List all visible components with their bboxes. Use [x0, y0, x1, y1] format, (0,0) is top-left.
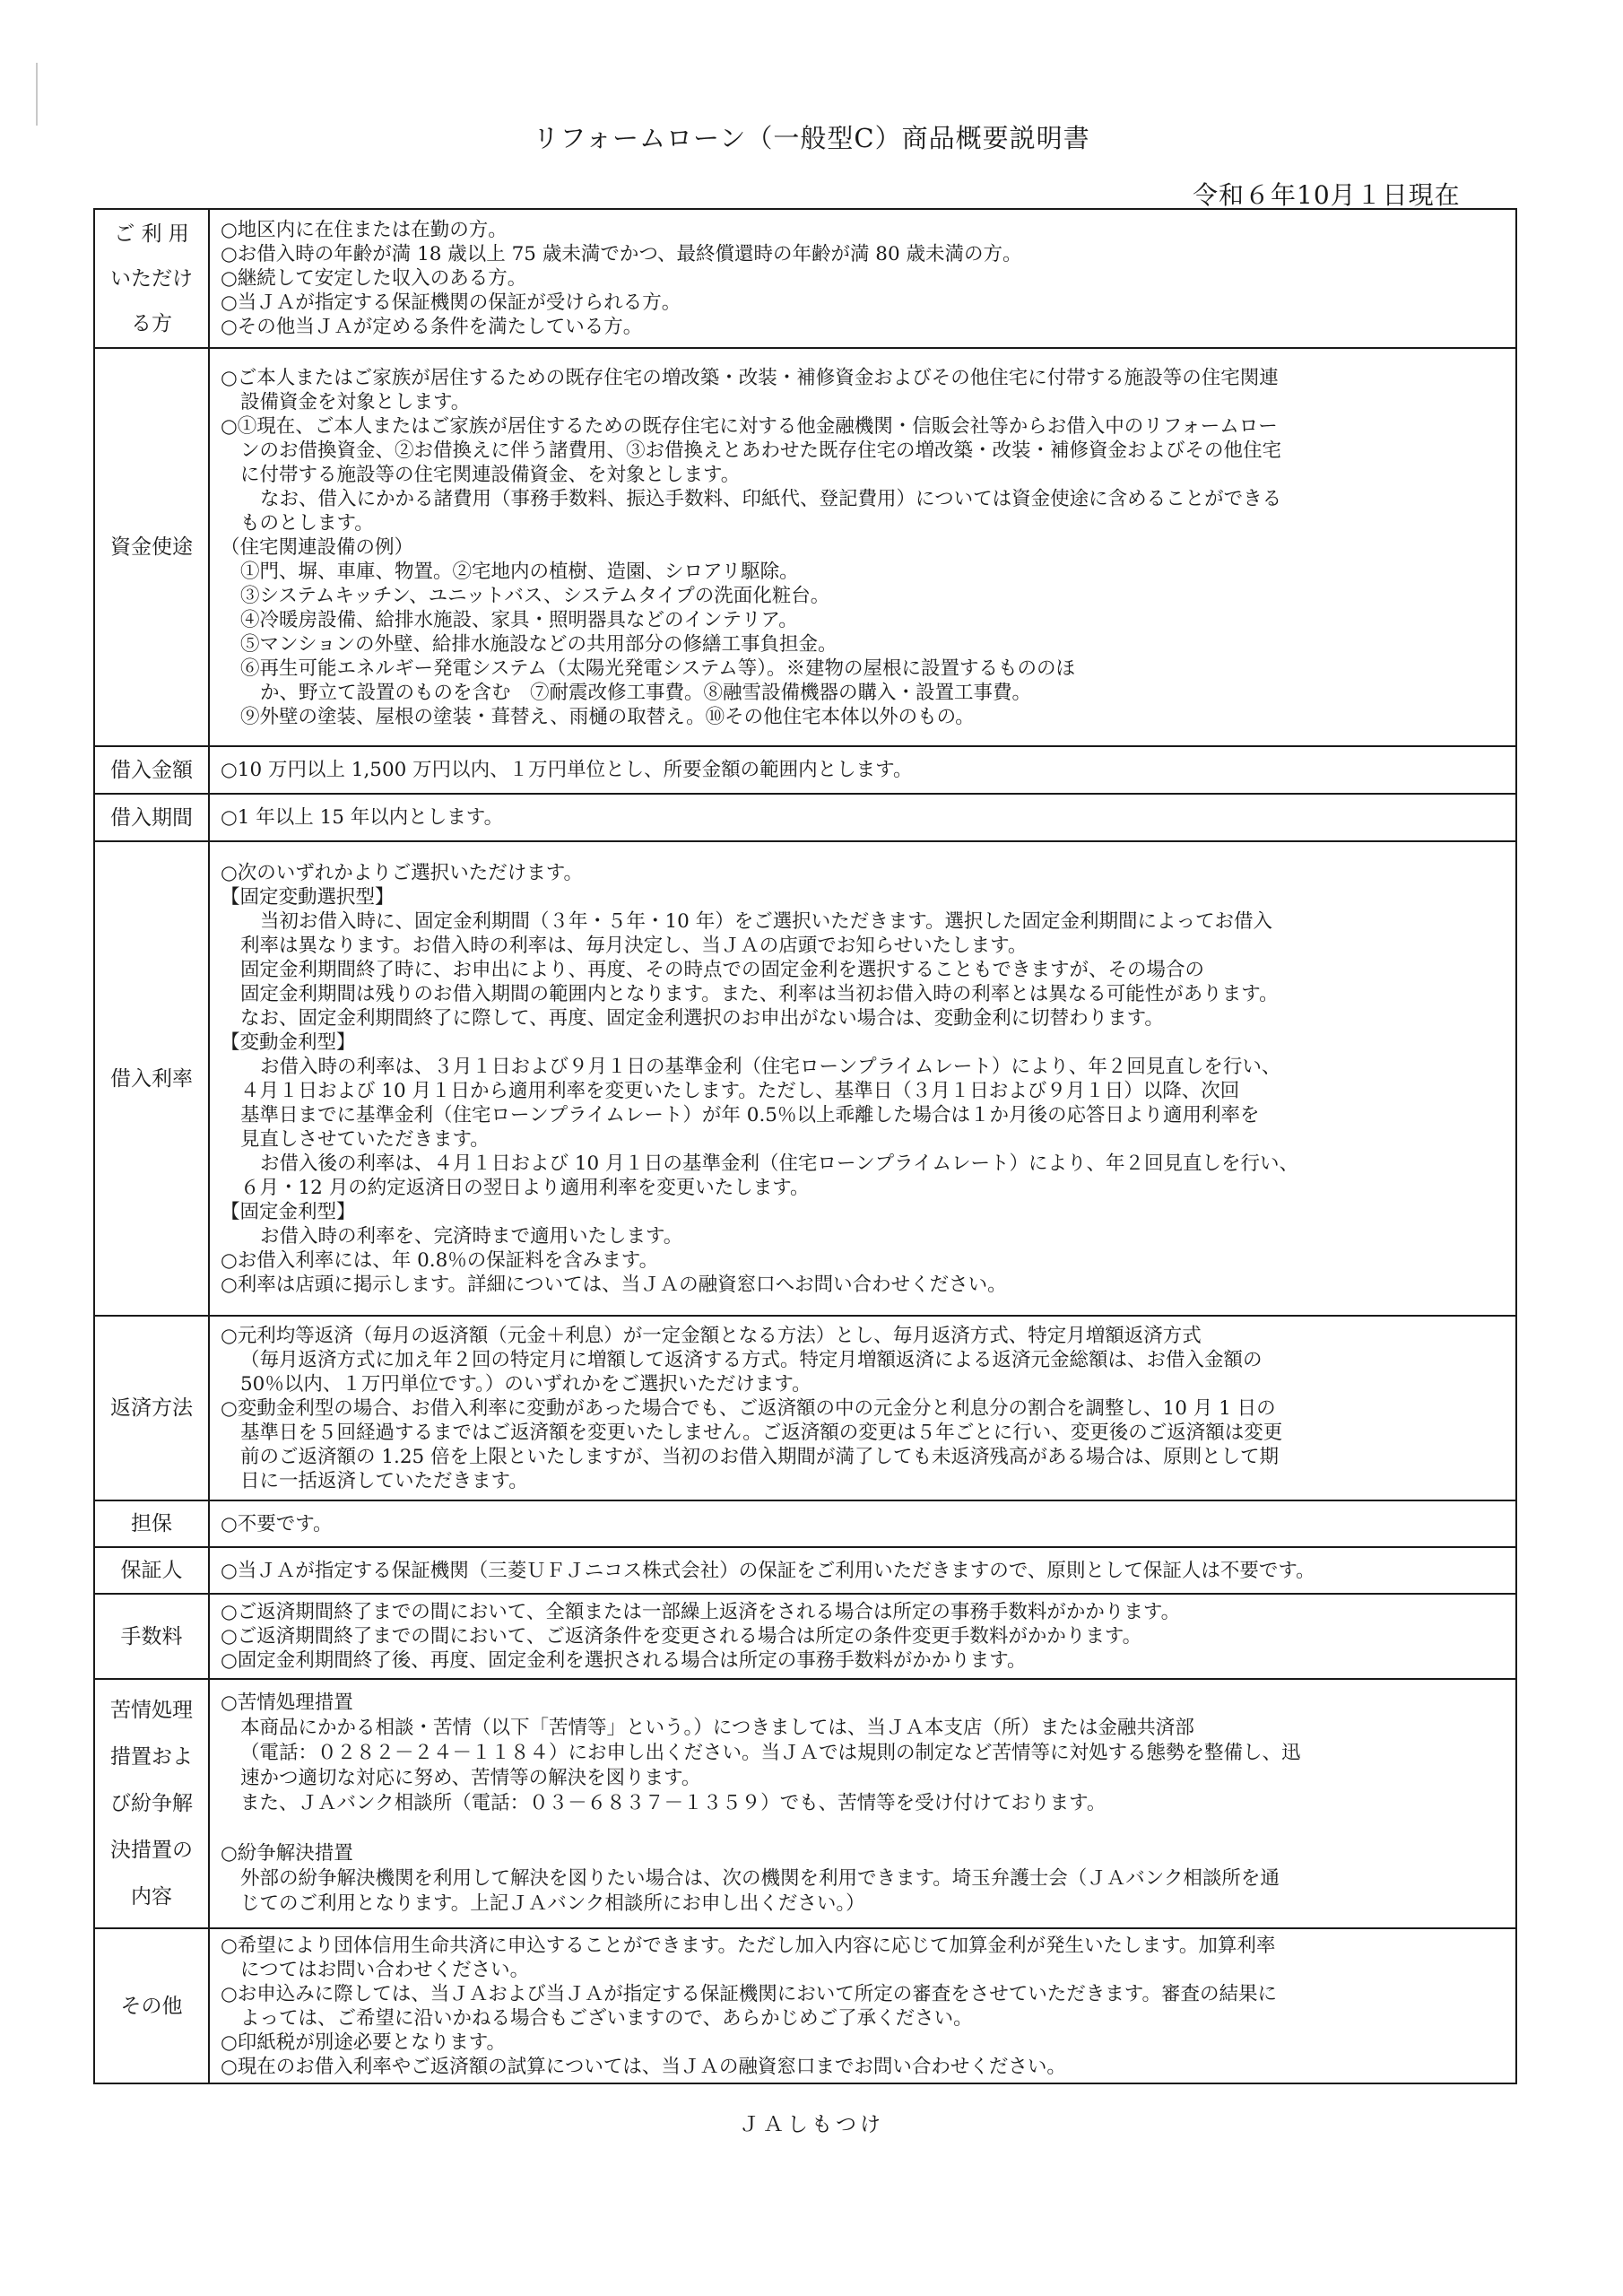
row-collateral	[94, 1500, 1516, 1547]
footer-organization: ＪＡしもつけ	[739, 2113, 884, 2136]
label-other: その他	[94, 1928, 209, 2083]
label-eligibility: ご 利 用 いただけ る方	[94, 209, 209, 348]
document-date: 令和６年10月１日現在	[1193, 180, 1461, 210]
content-use: ○ご本人またはご家族が居住するための既存住宅の増改築・改装・補修資金およびその他住宅に付帯する施設等の住宅関連 設備資金を対象とします。 ○①現在、ご本人またはご家族が居住するための既存住宅に対する他金融機関・信販会社等からお借入中のリフォームロー ンのお借換資金、②お借換えに伴う諸費用、③お借換えとあわせた既存住宅の増改築・改装・補修資金およびその他住宅 に付帯する施設等の住宅関連設備資金、を対象とします。 なお、借入にかかる諸費用（事務手数料、振込手数料、印紙代、登記費用）については資金使途に含めることができる ものとします。 （住宅関連設備の例） ①門、塀、車庫、物置。②宅地内の植樹、造園、シロアリ駆除。 ③システムキッチン、ユニットバス、システムタイプの洗面化粧台。 ④冷暖房設備、給排水施設、家具・照明器具などのインテリア。 ⑤マンションの外壁、給排水施設などの共用部分の修繕工事負担金。 ⑥再生可能エネルギー発電システム（太陽光発電システム等）。※建物の屋根に設置するもののほ か、野立て設置のものを含む ⑦耐震改修工事費。⑧融雪設備機器の購入・設置工事費。 ⑨外壁の塗装、屋根の塗装・葺替え、雨樋の取替え。⑩その他住宅本体以外のもの。	[209, 348, 1516, 746]
content-eligibility: ○地区内に在住または在勤の方。 ○お借入時の年齢が満 18 歳以上 75 歳未満でかつ、最終償還時の年齢が満 80 歳未満の方。 ○継続して安定した収入のある方。 ○当ＪＡが指定する保証機関の保証が受けられる方。 ○その他当ＪＡが定める条件を満たしている方。	[209, 209, 1516, 348]
row-complaints	[94, 1679, 1516, 1928]
row-repayment	[94, 1316, 1516, 1500]
content-other: ○希望により団体信用生命共済に申込することができます。ただし加入内容に応じて加算金利が発生いたします。加算利率 につてはお問い合わせください。 ○お申込みに際しては、当ＪＡおよび当ＪＡが指定する保証機関において所定の審査をさせていただきます。審査の結果に よっては、ご希望に沿いかねる場合もございますので、あらかじめご了承ください。 ○印紙税が別途必要となります。 ○現在のお借入利率やご返済額の試算については、当ＪＡの融資窓口までお問い合わせください。	[209, 1928, 1516, 2083]
scan-mark	[36, 63, 38, 126]
label-repayment: 返済方法	[94, 1316, 209, 1500]
content-fees: ○ご返済期間終了までの間において、全額または一部繰上返済をされる場合は所定の事務手数料がかかります。 ○ご返済期間終了までの間において、ご返済条件を変更される場合は所定の条件変更手数料がかかります。 ○固定金利期間終了後、再度、固定金利を選択される場合は所定の事務手数料がかかります。	[209, 1594, 1516, 1679]
label-period: 借入期間	[94, 794, 209, 841]
content-rate: ○次のいずれかよりご選択いただけます。 【固定変動選択型】 当初お借入時に、固定金利期間（３年・５年・10 年）をご選択いただきます。選択した固定金利期間によってお借入 利率は異なります。お借入時の利率は、毎月決定し、当ＪＡの店頭でお知らせいたします。 固定金利期間終了時に、お申出により、再度、その時点での固定金利を選択することもできますが、その場合の 固定金利期間は残りのお借入期間の範囲内となります。また、利率は当初お借入時の利率とは異なる可能性があります。 なお、固定金利期間終了に際して、再度、固定金利選択のお申出がない場合は、変動金利に切替わります。 【変動金利型】 お借入時の利率は、３月１日および９月１日の基準金利（住宅ローンプライムレート）により、年２回見直しを行い、 ４月１日および 10 月１日から適用利率を変更いたします。ただし、基準日（３月１日および９月１日）以降、次回 基準日までに基準金利（住宅ローンプライムレート）が年 0.5％以上乖離した場合は１か月後の応答日より適用利率を 見直しさせていただきます。 お借入後の利率は、４月１日および 10 月１日の基準金利（住宅ローンプライムレート）により、年２回見直しを行い、 ６月・12 月の約定返済日の翌日より適用利率を変更いたします。 【固定金利型】 お借入時の利率を、完済時まで適用いたします。 ○お借入利率には、年 0.8％の保証料を含みます。 ○利率は店頭に掲示します。詳細については、当ＪＡの融資窓口へお問い合わせください。	[209, 841, 1516, 1316]
label-complaints: 苦情処理 措置およ び紛争解 決措置の 内容	[94, 1679, 209, 1928]
content-repayment: ○元利均等返済（毎月の返済額（元金＋利息）が一定金額となる方法）とし、毎月返済方式、特定月増額返済方式 （毎月返済方式に加え年２回の特定月に増額して返済する方式。特定月増額返済による返済元金総額は、お借入金額の 50％以内、１万円単位です。）のいずれかをご選択いただけます。 ○変動金利型の場合、お借入利率に変動があった場合でも、ご返済額の中の元金分と利息分の割合を調整し、10 月 1 日の 基準日を５回経過するまではご返済額を変更いたしません。ご返済額の変更は５年ごとに行い、変更後のご返済額は変更 前のご返済額の 1.25 倍を上限といたしますが、当初のお借入期間が満了しても未返済残高がある場合は、原則として期 日に一括返済していただきます。	[209, 1316, 1516, 1500]
row-use	[94, 348, 1516, 746]
label-fees: 手数料	[94, 1594, 209, 1679]
document-title: リフォームローン（一般型C）商品概要説明書	[533, 123, 1090, 153]
content-guarantor: ○当ＪＡが指定する保証機関（三菱ＵＦＪニコス株式会社）の保証をご利用いただきますので、原則として保証人は不要です。	[209, 1547, 1516, 1594]
row-other	[94, 1928, 1516, 2083]
row-guarantor	[94, 1547, 1516, 1594]
content-collateral: ○不要です。	[209, 1500, 1516, 1547]
label-use: 資金使途	[94, 348, 209, 746]
content-amount: ○10 万円以上 1,500 万円以内、１万円単位とし、所要金額の範囲内とします。	[209, 746, 1516, 794]
row-rate	[94, 841, 1516, 1316]
row-amount	[94, 746, 1516, 794]
content-period: ○1 年以上 15 年以内とします。	[209, 794, 1516, 841]
row-period	[94, 794, 1516, 841]
label-amount: 借入金額	[94, 746, 209, 794]
product-summary-table	[93, 208, 1517, 2084]
label-rate: 借入利率	[94, 841, 209, 1316]
label-guarantor: 保証人	[94, 1547, 209, 1594]
label-collateral: 担保	[94, 1500, 209, 1547]
row-fees	[94, 1594, 1516, 1679]
row-eligibility	[94, 209, 1516, 348]
content-complaints: ○苦情処理措置 本商品にかかる相談・苦情（以下「苦情等」という。）につきましては、当ＪＡ本支店（所）または金融共済部 （電話：０２８２－２４－１１８４）にお申し出ください。当ＪＡでは規則の制定など苦情等に対処する態勢を整備し、迅 速かつ適切な対応に努め、苦情等の解決を図ります。 また、ＪＡバンク相談所（電話：０３－６８３７－１３５９）でも、苦情等を受け付けております。 ○紛争解決措置 外部の紛争解決機関を利用して解決を図りたい場合は、次の機関を利用できます。埼玉弁護士会（ＪＡバンク相談所を通 じてのご利用となります。上記ＪＡバンク相談所にお申し出ください。）	[209, 1679, 1516, 1928]
